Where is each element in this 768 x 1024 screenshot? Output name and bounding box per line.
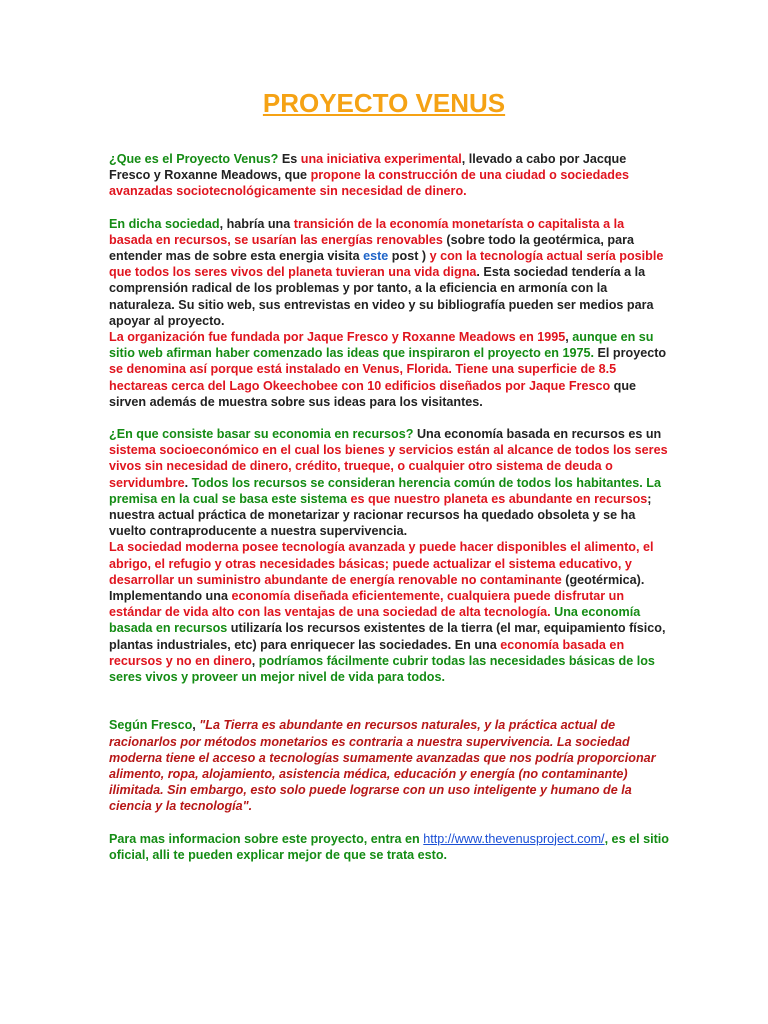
text-segment: ¿Que es el Proyecto Venus? bbox=[109, 152, 279, 166]
paragraph-en-que-consiste bbox=[109, 426, 669, 539]
text-segment: ; nuestra actual práctica de monetarizar y racionar recursos ha quedado obsoleta y se ha vuelto contraproducente a nuestra supervivencia. bbox=[109, 491, 652, 539]
paragraph-organizacion bbox=[109, 329, 669, 410]
text-segment: , bbox=[251, 653, 259, 668]
text-segment: ¿En que consiste basar su economia en recursos? bbox=[109, 427, 414, 442]
text-segment: podríamos fácilmente cubrir todas las necesidades básicas de los seres vivos y proveer un mejor nivel de vida para todos. bbox=[109, 653, 655, 685]
text-segment: aunque en su sitio web afirman haber comenzado las ideas que inspiraron el proyecto en 1975. bbox=[109, 330, 654, 361]
text-segment: post ) bbox=[388, 249, 430, 264]
text-segment: , habría una bbox=[219, 216, 294, 231]
paragraph-segun-fresco bbox=[109, 717, 669, 814]
text-segment: economía diseñada eficientemente, cualquiera puede disfrutar un estándar de vida alto con las ventajas de una sociedad de alta tecnología. bbox=[109, 589, 625, 620]
page-title: PROYECTO VENUS bbox=[262, 88, 506, 118]
spacer bbox=[109, 200, 669, 216]
text-segment: se denomina así porque está instalado en Venus, Florida. Tiene una superficie de 8.5 hectareas cerca del Lago Okeechobee con 10 edificios diseñados por Jaque Fresco bbox=[109, 362, 617, 393]
text-segment[interactable]: este bbox=[363, 249, 389, 264]
text-segment: "La Tierra es abundante en recursos naturales, y la práctica actual de racionarlos por métodos monetarios es contraria a nuestra supervivencia. La sociedad moderna tiene el acceso a tecnologías sumamente avanzadas que nos podría proporcionar alimento, ropa, alojamiento, asistencia médica, educación y energía (no contaminante) ilimitada. Sin embargo, esto solo puede lograrse con un uso inteligente y humano de la ciencia y la tecnología". bbox=[109, 718, 656, 814]
paragraph-dicha-sociedad bbox=[109, 216, 669, 329]
paragraph-sociedad-moderna bbox=[109, 539, 669, 685]
info-text-before: Para mas informacion sobre este proyecto, entra en bbox=[109, 831, 424, 846]
text-segment: Una economía basada en recursos bbox=[109, 605, 641, 636]
text-segment: y con la tecnología actual sería posible que todos los seres vivos del planeta tuvieran una vida digna bbox=[109, 249, 664, 280]
text-segment: . Esta sociedad tendería a la comprensión radical de los problemas y por tanto, a la eficiencia en armonía con la naturaleza. Su sitio web, sus entrevistas en video y su bibliografía pueden ser medios para apoyar al proyecto. bbox=[109, 265, 654, 328]
document-body bbox=[109, 151, 669, 863]
text-segment: que sirven además de muestra sobre sus ideas para los visitantes. bbox=[109, 378, 637, 409]
text-segment: , llevado a cabo por Jacque Fresco y Roxanne Meadows, que bbox=[109, 152, 627, 183]
text-segment: , bbox=[192, 718, 200, 733]
text-segment: una iniciativa experimental bbox=[300, 152, 462, 166]
spacer bbox=[109, 685, 669, 717]
text-segment: utilizaría los recursos existentes de la tierra (el mar, equipamiento físico, plantas industriales, etc) para enriquecer las sociedades. En una bbox=[109, 621, 666, 652]
text-segment: La sociedad moderna posee tecnología avanzada y puede hacer disponibles el alimento, el abrigo, el refugio y otras necesidades básicas; puede actualizar el sistema educativo, y desarrollar un suministro abundante de energía renovable no contaminante bbox=[109, 540, 654, 587]
text-segment: Todos los recursos se consideran herencia común de todos los habitantes. La premisa en la cual se basa este sistema bbox=[109, 475, 661, 506]
text-segment: Según Fresco bbox=[109, 718, 193, 733]
text-segment: En dicha sociedad bbox=[109, 216, 220, 231]
text-segment: propone la construcción de una ciudad o sociedades avanzadas sociotecnológicamente sin necesidad de dinero. bbox=[109, 168, 629, 199]
text-segment: economía basada en recursos y no en dinero bbox=[109, 637, 625, 668]
text-segment: . bbox=[184, 475, 192, 490]
venus-project-link[interactable]: http://www.thevenusproject.com/ bbox=[423, 831, 605, 846]
info-text-after: , es el sitio oficial, alli te pueden explicar mejor de que se trata esto. bbox=[109, 831, 669, 862]
text-segment: El proyecto bbox=[594, 346, 667, 361]
paragraph-que-es bbox=[109, 151, 669, 200]
text-segment: La organización fue fundada por Jaque Fresco y Roxanne Meadows en 1995 bbox=[109, 330, 566, 345]
text-segment: sistema socioeconómico en el cual los bienes y servicios están al alcance de todos los seres vivos sin necesidad de dinero, crédito, trueque, o cualquier otro sistema de deuda o servidumbre bbox=[109, 443, 668, 490]
text-segment: Una economía basada en recursos es un bbox=[413, 427, 662, 442]
text-segment: (sobre todo la geotérmica, para entender mas de sobre esta energia visita bbox=[109, 232, 634, 264]
text-segment: transición de la economía monetarísta o capitalista a la basada en recursos, se usarían las energías renovables bbox=[109, 216, 625, 247]
text-segment: , bbox=[565, 330, 573, 345]
text-segment: (geotérmica). Implementando una bbox=[109, 572, 645, 604]
spacer bbox=[109, 815, 669, 831]
spacer bbox=[109, 410, 669, 426]
paragraph-mas-informacion bbox=[109, 831, 669, 863]
text-segment: Es bbox=[278, 152, 301, 166]
text-segment: es que nuestro planeta es abundante en recursos bbox=[350, 491, 648, 506]
